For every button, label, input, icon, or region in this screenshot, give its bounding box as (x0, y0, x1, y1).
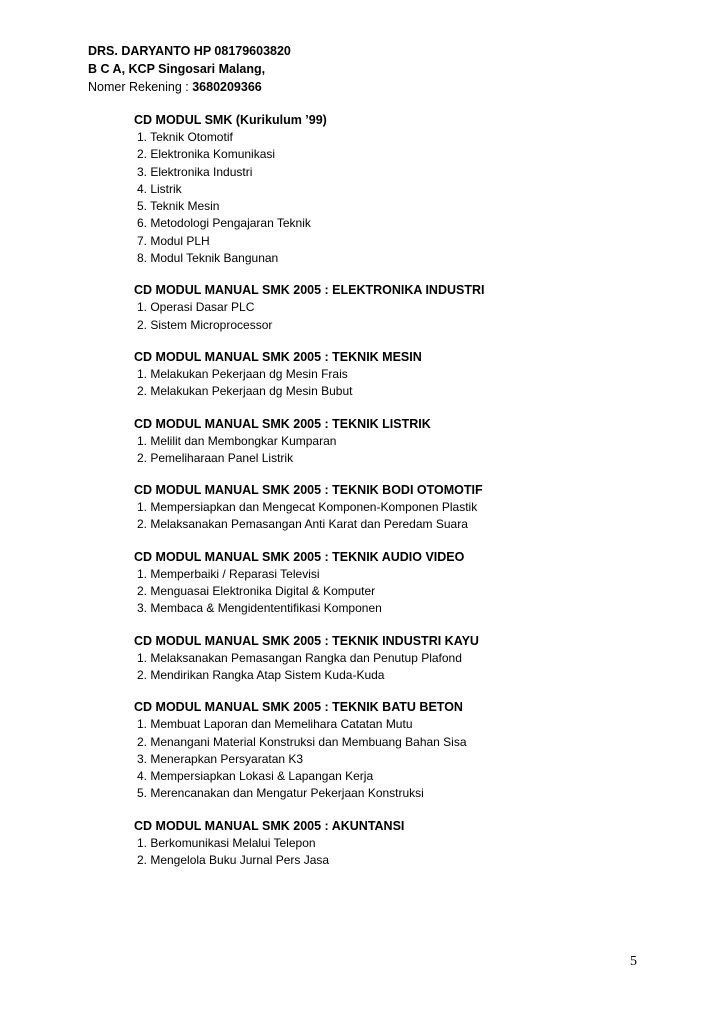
account-line (88, 78, 291, 96)
module-list-item: 1. Teknik Otomotif (137, 130, 233, 144)
module-list-item: 3. Elektronika Industri (137, 164, 253, 179)
account-number: 3680209366 (192, 80, 262, 94)
page-number: 5 (630, 954, 637, 969)
module-list-item: 4. Mempersiapkan Lokasi & Lapangan Kerja (137, 769, 374, 784)
section-title: CD MODUL MANUAL SMK 2005 : TEKNIK BATU BETON (134, 700, 463, 715)
catalog-section (134, 481, 694, 534)
module-list-item: 6. Metodologi Pengajaran Teknik (137, 216, 311, 231)
module-list-item: 5. Merencanakan dan Mengatur Pekerjaan Konstruksi (137, 786, 424, 801)
module-catalog (134, 111, 694, 883)
module-list-item: 1. Melaksanakan Pemasangan Rangka dan Penutup Plafond (137, 650, 462, 665)
section-title: CD MODUL MANUAL SMK 2005 : TEKNIK MESIN (134, 349, 422, 364)
section-title: CD MODUL SMK (Kurikulum ’99) (134, 113, 327, 127)
module-list-item: 2. Pemeliharaan Panel Listrik (137, 450, 294, 465)
module-list-item: 1. Berkomunikasi Melalui Telepon (137, 835, 316, 850)
module-list-item: 4. Listrik (137, 181, 182, 196)
module-list-item: 2. Melaksanakan Pemasangan Anti Karat dan Peredam Suara (137, 517, 468, 532)
contact-name-phone: DRS. DARYANTO HP 08179603820 (88, 44, 291, 58)
section-title: CD MODUL MANUAL SMK 2005 : TEKNIK BODI OTOMOTIF (134, 483, 483, 498)
catalog-section (134, 698, 694, 802)
module-list-item: 1. Operasi Dasar PLC (137, 300, 255, 315)
catalog-section (134, 415, 694, 468)
bank-branch: B C A, KCP Singosari Malang, (88, 62, 266, 76)
catalog-section (134, 548, 694, 618)
catalog-section (134, 817, 694, 870)
section-title: CD MODUL MANUAL SMK 2005 : TEKNIK AUDIO VIDEO (134, 549, 465, 564)
module-list-item: 2. Mengelola Buku Jurnal Pers Jasa (137, 853, 330, 868)
module-list-item: 2. Sistem Microprocessor (137, 317, 273, 332)
module-list-item: 5. Teknik Mesin (137, 199, 220, 214)
module-list-item: 2. Menangani Material Konstruksi dan Membuang Bahan Sisa (137, 734, 467, 749)
catalog-section (134, 348, 694, 401)
module-list-item: 1. Melakukan Pekerjaan dg Mesin Frais (137, 366, 348, 381)
catalog-section (134, 281, 694, 334)
module-list (134, 566, 694, 618)
section-title: CD MODUL MANUAL SMK 2005 : TEKNIK LISTRIK (134, 416, 431, 431)
module-list-item: 2. Elektronika Komunikasi (137, 147, 276, 162)
module-list-item: 1. Memperbaiki / Reparasi Televisi (137, 566, 320, 581)
module-list (134, 716, 694, 802)
module-list (134, 650, 694, 685)
module-list (134, 366, 694, 401)
module-list (134, 835, 694, 870)
module-list (134, 433, 694, 468)
account-label: Nomer Rekening : (88, 80, 193, 94)
module-list-item: 1. Mempersiapkan dan Mengecat Komponen-Komponen Plastik (137, 500, 478, 515)
module-list-item: 7. Modul PLH (137, 233, 210, 248)
section-title: CD MODUL MANUAL SMK 2005 : TEKNIK INDUSTRI KAYU (134, 633, 479, 648)
section-title: CD MODUL MANUAL SMK 2005 : AKUNTANSI (134, 818, 405, 833)
module-list-item: 2. Mendirikan Rangka Atap Sistem Kuda-Kuda (137, 667, 385, 682)
contact-header (88, 42, 291, 96)
module-list (134, 299, 694, 334)
module-list-item: 2. Menguasai Elektronika Digital & Komputer (137, 584, 376, 599)
catalog-section (134, 111, 694, 267)
module-list (134, 129, 694, 267)
catalog-section (134, 632, 694, 685)
module-list-item: 1. Membuat Laporan dan Memelihara Catatan Mutu (137, 717, 413, 732)
module-list-item: 1. Melilit dan Membongkar Kumparan (137, 433, 337, 448)
module-list-item: 8. Modul Teknik Bangunan (137, 251, 279, 266)
module-list-item: 3. Menerapkan Persyaratan K3 (137, 751, 304, 766)
section-title: CD MODUL MANUAL SMK 2005 : ELEKTRONIKA INDUSTRI (134, 283, 485, 298)
module-list-item: 3. Membaca & Mengidententifikasi Komponen (137, 601, 382, 616)
module-list (134, 499, 694, 534)
module-list-item: 2. Melakukan Pekerjaan dg Mesin Bubut (137, 384, 353, 399)
